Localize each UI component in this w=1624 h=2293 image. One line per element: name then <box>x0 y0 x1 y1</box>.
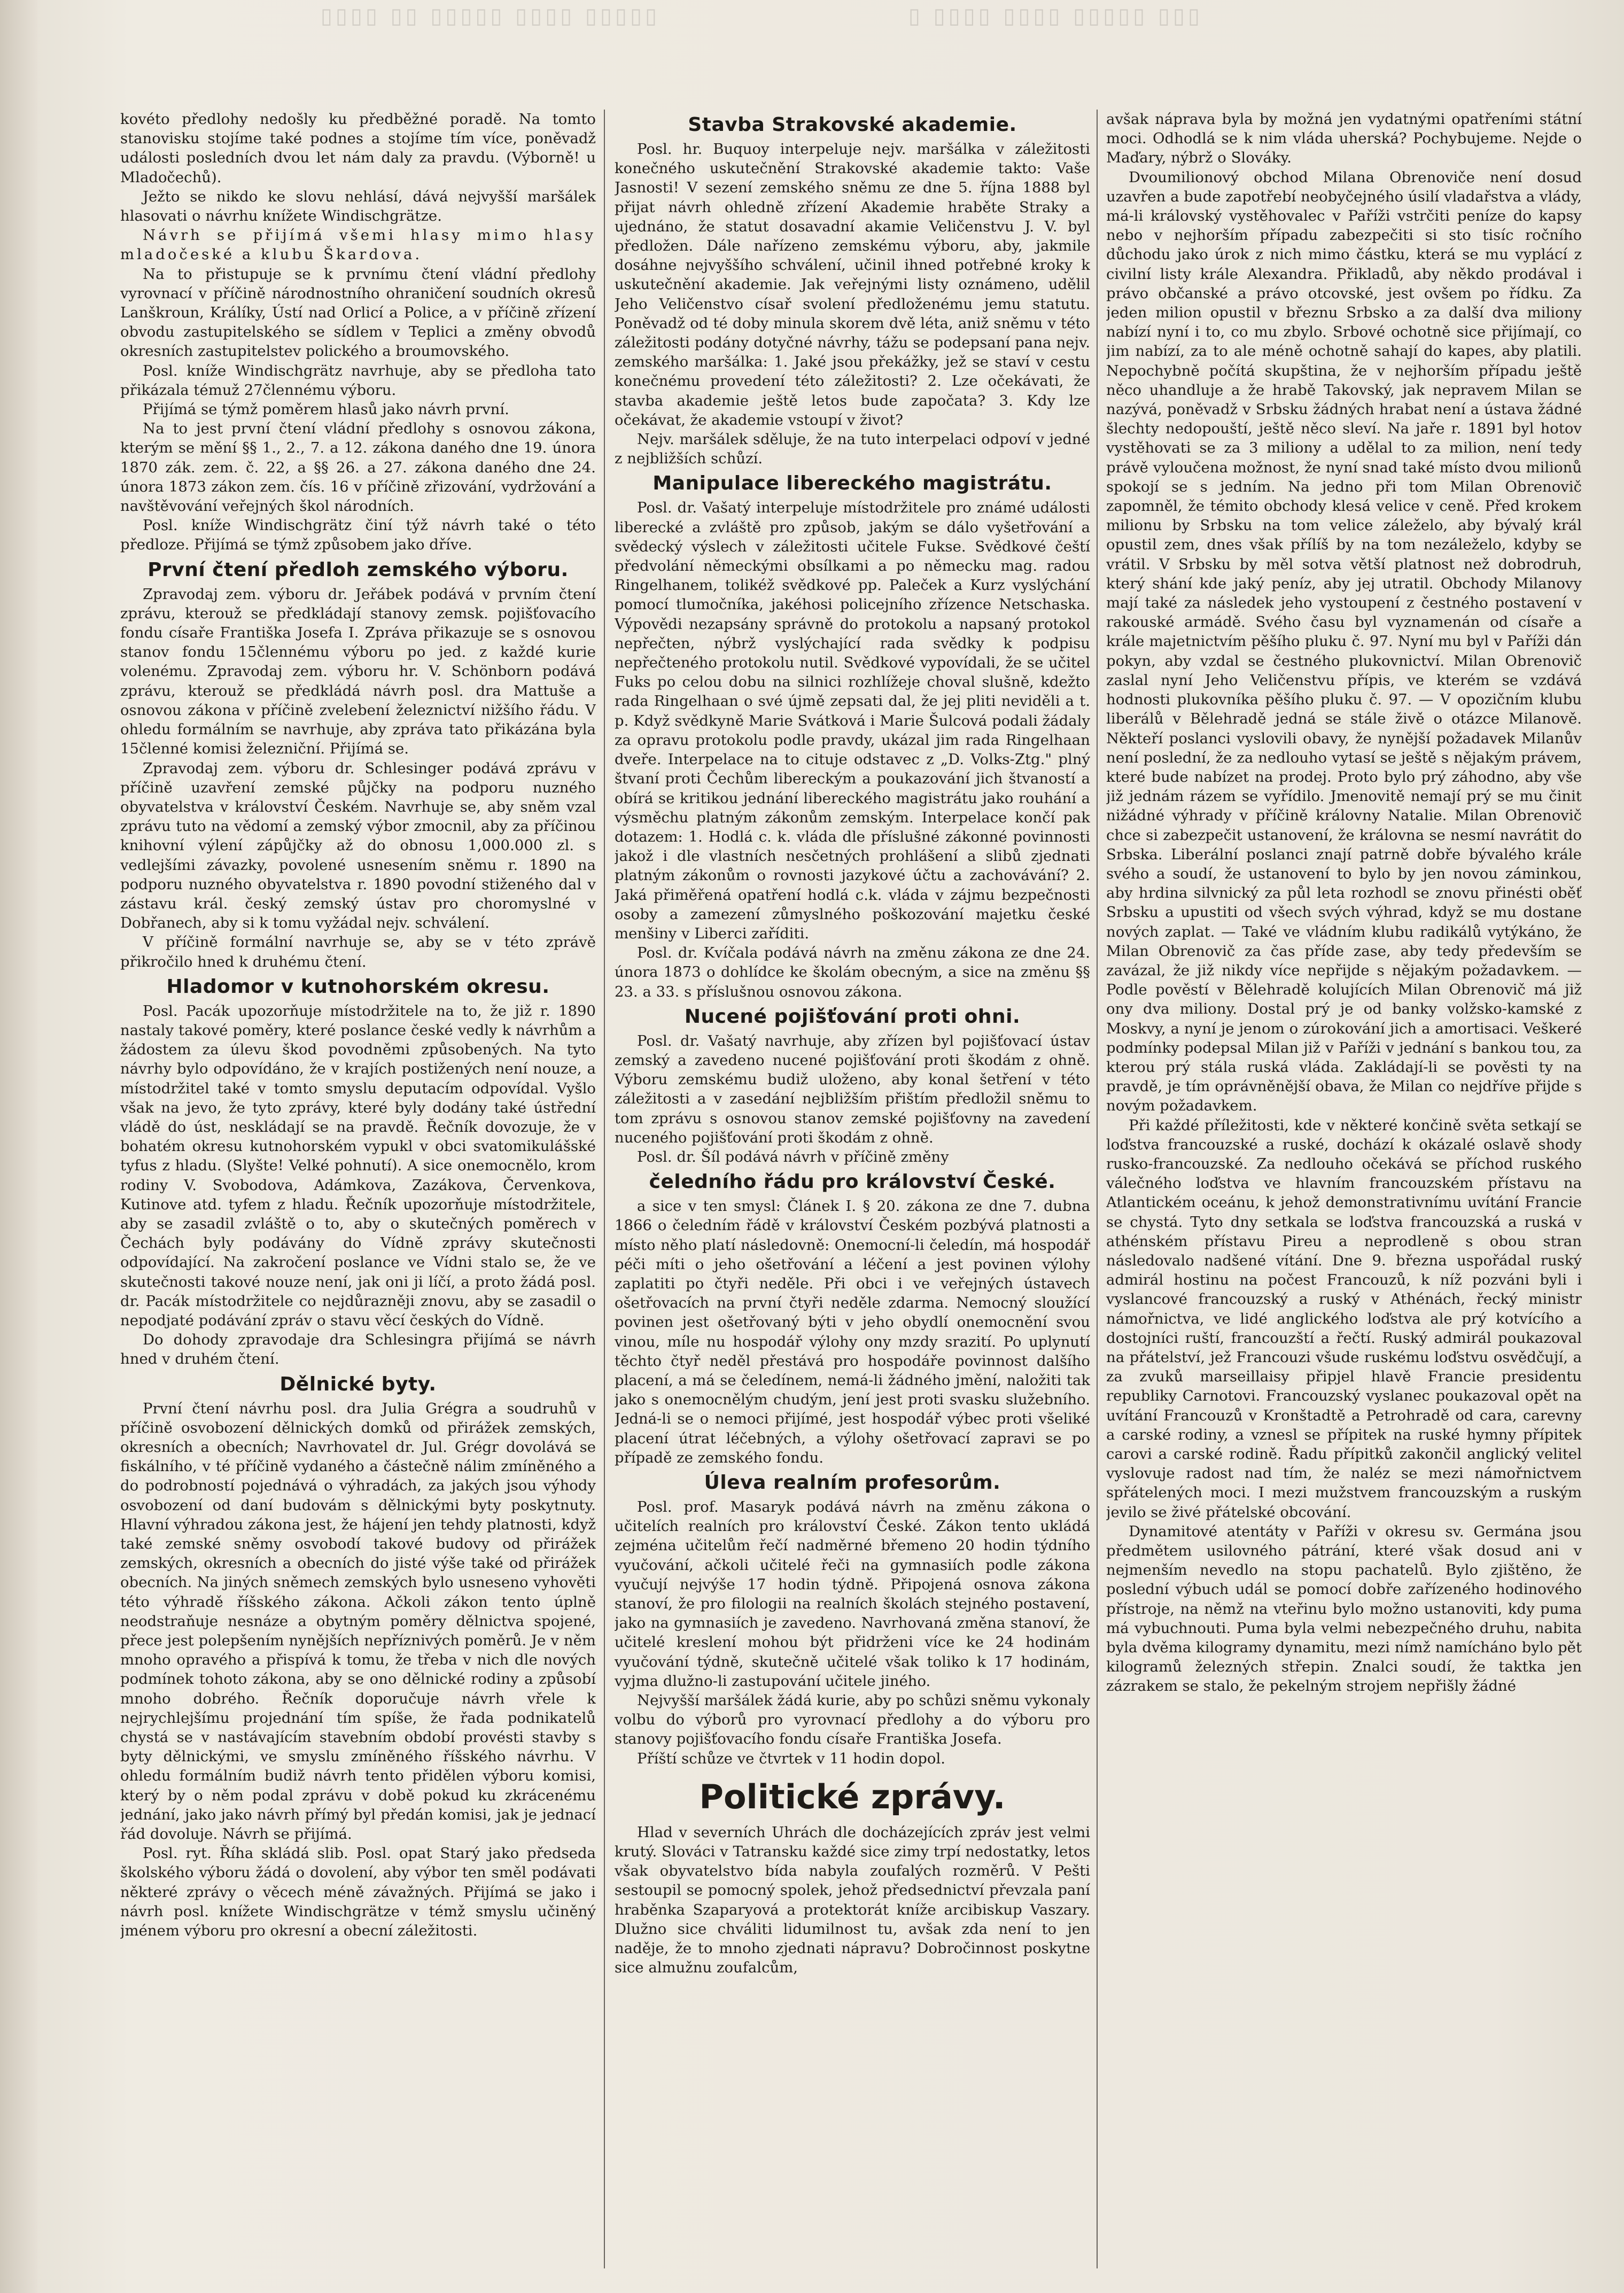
paragraph: Posl. prof. Masaryk podává návrh na změnu zákona o učitelích realních pro království České. Zákon tento ukládá zejména učitelům řečí nadměrné břemeno 20 hodin týdního vyučování, ačkoli učitelé řeči na gymnasiích podle zákona vyučují nejvýše 17 hodin týdně. Připojená osnova zákona stanoví, že pro filologii na realních školách stejného postavení, jako na gymnasiích je zavedeno. Navrhovaná změna stanoví, že učitelé kreslení mohou být přidrženi více ke 24 hodinám vyučování týdně, skutečně učitelé však toliko k 17 hodinám, vyjma dlužno-li zastupování učitele jiného. <box>615 1498 1090 1690</box>
paragraph: Přijímá se týmž poměrem hlasů jako návrh první. <box>143 401 509 418</box>
major-heading: Politické zprávy. <box>699 1777 1006 1816</box>
paragraph: V příčině formální navrhuje se, aby se v této zprávě přikročilo hned k druhému čtení. <box>120 934 596 970</box>
column-rule-1 <box>604 110 605 2268</box>
paragraph: Do dohody zpravodaje dra Schlesingra přijímá se návrh hned v druhém čtení. <box>120 1331 596 1368</box>
bleed-through-text-right: ▯ ▯▯▯▯ ▯▯▯▯ ▯▯▯▯▯ ▯▯▯ <box>908 4 1203 28</box>
bleed-through-text: ▯▯▯▯ ▯▯ ▯▯▯▯▯ ▯▯▯▯ ▯▯▯▯▯ <box>321 4 661 28</box>
paragraph: avšak náprava byla by možná jen vydatnými opatřeními státní moci. Odhodlá se k nim vláda uherská? Pochybujeme. Nejde o Maďary, nýbrž o Slováky. <box>1106 111 1582 167</box>
paragraph: Posl. kníže Windischgrätz činí týž návrh také o této předloze. Přijímá se týmž způsobem jako dříve. <box>120 517 596 554</box>
paragraph: Dynamitové atentáty v Paříži v okresu sv. Germána jsou předmětem usilovného pátrání, které však dosud ani v nejmenším nevedlo na stopu pachatelů. Bylo zjištěno, že poslední výbuch udál se pomocí dobře zařízeného hodinového přístroje, na němž na vteřinu bylo možno ustanoviti, kdy puma má vybuchnouti. Puma byla velmi nebezpečného druhu, nabita byla dvěma kilogramy dynamitu, mezi nímž namícháno bylo pět kilogramů železných střepin. Znalci soudí, že taktka jen zázrakem se stalo, že pekelným strojem nepřišly žádné <box>1106 1522 1582 1695</box>
paragraph: Posl. Pacák upozorňuje místodržitele na to, že již r. 1890 nastaly takové poměry, které poslance české vedly k návrhům a žádostem za úlevu škod povodněmi způsobených. Na tyto návrhy bylo odpovídáno, že v krajích postižených není nouze, a místodržitel také v tomto smyslu deputacím odpovídal. Vyšlo však na jevo, že tyto zprávy, které byly dodány také ústřední vládě do úst, neskládají se na pravdě. Řečník dovozuje, že v bohatém okresu kutnohorském vypukl v obci svatomikulášské tyfus z hladu. (Slyšte! Velké pohnutí). A sice onemocnělo, krom rodiny V. Svobodova, Adámkova, Zazákova, Červenkova, Kutinove atd. tyfem z hladu. Řečník upozorňuje místodržitele, aby se zasadil zvláště o to, aby o skutečných poměrech v Čechách byly podávány do Vídně zprávy skutečnosti odpovídající. Na zakročení poslance ve Vídni stalo se, že ve skutečnosti takové nouze není, jak oni ji líčí, a proto žádá posl. dr. Pacák místodržitele co nejdůrazněji znovu, aby se zasadil o nepodjaté podávání zpráv o stavu věcí českých do Vídně. <box>120 1002 596 1329</box>
paragraph: a sice v ten smysl: Článek I. § 20. zákona ze dne 7. dubna 1866 o čeledním řádě v království Českém pozbývá platnosti a místo něho platí následovně: Onemocní-li čeledín, má hospodář péči míti o jeho ošetřování a léčení a jest povinen výlohy zaplatiti po čtyři neděle. Při obci i ve veřejných ústavech ošetřovacích na první čtyři neděle zdarma. Nemocný sloužící povinen jest ošetřovaný býti v jeho obydlí onemocnění svou vinou, míle nu hospodář výlohy ony mzdy srazití. Po uplynutí těchto čtyř neděl přestává pro hospodáře povinnost dalšího placení, a má se čeledínem, nemá-li žádného jmění, naložiti tak jako s onemocnělým chudým, jení jest proti svasku služebního. Jedná-li se o nemoci přijímé, jest hospodář výbec proti všeliké placení útrat léčebných, a výlohy ošetřovací zapravi se po případě ze zemského fondu. <box>615 1198 1090 1466</box>
column-right <box>1106 110 1582 2271</box>
paragraph: Posl. dr. Vašatý interpeluje místodržitele pro známé události liberecké a zvláště pro způsob, jakým se dálo vyšetřování a svědecký výslech v záležitosti učitele Fukse. Svědkové čeští předvolání německými obsílkami a po německu mag. radou Ringelhanem, tolikéž svědkové pp. Paleček a Kurz vyslýchání pomocí tlumočníka, jakéhosi policejního zřízence Netschaska. Výpovědi nezapsány správně do protokolu a napsaný protokol nepřečten, nýbrž vyslýchající rada svědky k podpisu nepřečteného protokolu nutil. Svědkové vypovídali, že se učitel Fuks po celou dobu na silnici rozhlížeje choval slušně, kdežto rada Ringelhaan o své újmě zepsati dal, že jej pliti neviděli a t. p. Když svědkyně Marie Svátková i Marie Šulcová podali žádaly za opravu protokolu podle pravdy, ukázal jim rada Ringelhaan dveře. Interpelace na to cituje odstavec z „D. Volks-Ztg." plný štvaní proti Čechům libereckým a poukazování jich štvaností a obírá se kritikou jednání libereckého magistrátu jako rouhání a výsměchu platným zákonům zemským. Interpelace končí pak dotazem: 1. Hodlá c. k. vláda dle příslušné zákonné povinnosti jakož i dle vlastních nesčetných prohlášení a slibů zjednati platným zákonům o rovnosti jazykové účtu a zachovávání? 2. Jaká přiměřená opatření hodlá c.k. vláda v zájmu bezpečnosti osoby a zamezení zůmyslného poškozování majetku české menšiny v Liberci zaříditi. <box>615 499 1090 942</box>
paragraph: Na to přistupuje se k prvnímu čtení vládní předlohy vyrovnací v příčině národnostního ohraničení soudních okresů Lanškroun, Králíky, Ústí nad Orlicí a Police, a v příčině zřízení obvodu zastupitelského se sídlem v Teplici a změny obvodů okresních zastupitelstev polického a broumovského. <box>120 265 596 360</box>
paragraph: Posl. kníže Windischgrätz navrhuje, aby se předloha tato přikázala témuž 27člennému výboru. <box>120 362 596 399</box>
paragraph: Posl. dr. Šíl podává návrh v příčině změny <box>637 1148 949 1165</box>
paragraph: Posl. ryt. Říha skládá slib. Posl. opat Starý jako předseda školského výboru žádá o dovolení, aby výbor ten směl podávati některé zprávy o věcech méně závažných. Přijímá se jako i návrh posl. knížete Windischgrätze v témž smyslu učiněný jménem výboru pro okresní a obecní záležitosti. <box>120 1845 596 1940</box>
page-edge-shadow <box>0 0 37 2293</box>
section-heading: První čtení předloh zemského výboru. <box>147 558 569 581</box>
section-heading: Hladomor v kutnohorském okresu. <box>166 975 550 998</box>
section-heading: Manipulace libereckého magistrátu. <box>652 472 1052 495</box>
paragraph: Hlad v severních Uhrách dle docházejících zpráv jest velmi krutý. Slováci v Tatransku každé sice zimy trpí nedostatky, letos však obyvatelstvo bída nabyla zoufalých rozměrů. V Pešti sestoupil se pomocný spolek, jehož předsednictví převzala paní hraběnka Szaparyová a protektorát kníže arcibiskup Vaszary. Dlužno sice chváliti lidumilnost tu, avšak zda není to jen naděje, že to mnoho zjednati nápravu? Dobročinnost poskytne sice almužnu zoufalcům, <box>615 1823 1090 1977</box>
paragraph: Dvoumilionový obchod Milana Obrenoviče není dosud uzavřen a bude zapotřebí neobyčejného úsilí vladařstva a vlády, má-li královský vystěhovalec v Paříži vstrčiti peníze do kapsy nebo v nejhorším případu zabezpečiti si sto tisíc ročního důchodu jako úrok z nich mimo částku, která se mu vyplácí z civilní listy krále Alexandra. Přikladů, aby někdo prodával i právo občanské a právo otcovské, jest ovšem po řídku. Za jeden milion opustil v březnu Srbsko a za další dva miliony nabízí nyní i to, co mu zbylo. Srbové ochotně sice přijímají, co jim nabízí, za to ale méně ochotně sahají do kapes, aby platili. Nepochybně počítá skupština, že v nejhorším případu ještě něco uhandluje a že hrabě Takovský, jak nepravem Milan se nazývá, poněvadž v Srbsku žádných hrabat není a ústava žádné šlechty nedopouští, ještě něco sleví. Na jaře r. 1891 byl hotov vystěhovati se za 3 miliony a udělal to za milion, není tedy právě vyloučena možnost, že nyní snad také místo dvou milionů spokojí se s jedním. Na jedno při tom Milan Obrenovič zapomněl, že témito obchody klesá velice v ceně. Před krokem milionu by Srbsku na tom velice záleželo, aby bývalý král opustil zem, dnes však přílíš by na tom nezáleželo, kdyby se vrátil. V Srbsku by měl sotva větší platnost než dobrodruh, který shání kde jaký peníz, aby jej utratil. Obchody Milanovy mají také za následek jeho vystoupení z čestného postavení v rakouské armádě. Svého času byl vyznamenán od císaře a krále majetnictvím pěšího pluku č. 97. Nyní mu byl v Paříži dán pokyn, aby vzdal se čestného plukovnictví. Milan Obrenovič zaslal nyní Jeho Veličenstvu přípis, ve kterém se vzdává hodnosti plukovníka pěšího pluku č. 97. — V opozičním klubu liberálů v Bělehradě jedná se stále živě o otázce Milanově. Někteří poslanci vyslovili obavy, že nynější požadavek Milanův není poslední, že za nedlouho vytasí se ještě s nějakým právem, které bude nabízet na prodej. Proto bylo prý záhodno, aby vše již jednám rázem se vyřídilo. Jmenovitě nemají prý se mu činit nižádné výhrady v příčině královny Natalie. Milan Obrenovič chce si zabezpečit ustanovení, že královna se nesmí navrátit do Srbska. Liberální poslanci znají patrně dobře bývalého krále svého a soudí, že ustanovení to bylo by jen novou záminkou, aby hrdina silvnický za půl leta rozhodl se znovu přinésti oběť Srbsku a upustiti od všech svých výhrad, když se mu dostane nových zaplat. — Také ve vládním klubu radikálů vytýkáno, že Milan Obrenovič za čas příde zase, aby tedy především se zavázal, že již nikdy více nepřijde s nějakým požadavkem. — Podle pověstí v Bělehradě kolujících Milan Obrenovič má již ony dva miliony. Dostal prý je od banky volžsko-kamské z Moskvy, a nyní je jenom o zúrokování jich a amortisaci. Veškeré podmínky podepsal Milan již v Paříži v jednání s bankou tou, za kterou prý stála ruská vláda. Zakládají-li se pověsti ty na pravdě, je tím oprávněnější obava, že Milan co nejdříve přijde s novým požadavkem. <box>1106 168 1582 1115</box>
column-rule-2 <box>1097 110 1098 2268</box>
paragraph: Posl. dr. Vašatý navrhuje, aby zřízen byl pojišťovací ústav zemský a zavedeno nucené pojišťování proti škodám z ohně. Výboru zemskému budiž uloženo, aby konal šetření v této záležitosti a v zasedání nejbližším přištím předložil sněmu to tom zprávu s osnovou stanov zemské pojišťovny na zavedení nuceného pojišťování proti škodám z ohně. <box>615 1032 1090 1146</box>
paragraph: Návrh se přijímá všemi hlasy mimo hlasy mladočeské a klubu Škardova. <box>120 227 596 263</box>
paragraph: Nejv. maršálek sděluje, že na tuto interpelaci odpoví v jedné z nejbližších schůzí. <box>615 431 1090 468</box>
paragraph: Posl. hr. Buquoy interpeluje nejv. maršálka v záležitosti konečného uskutečnění Strakovské akademie takto: Vaše Jasnosti! V sezení zemského sněmu ze dne 5. října 1888 byl přijat návrh ohledně zřízení Akademie hraběte Straky a ujednáno, že statut dosavadní akamie Veličenstvu J. V. byl předložen. Dále nařízeno zemskému výboru, aby, jakmile dosáhne nejvyššího schválení, učinil ihned potřebné kroky k uskutečnění akademie. Jak veřejnými listy oznámeno, udělil Jeho Veličenstvo císař svolení předloženému jemu statutu. Poněvadž od té doby minula skorem dvě léta, aniž sněmu v této záležitosti podány dotyčné návrhy, tážu se podepsaní pana nejv. zemského maršálka: 1. Jaké jsou překážky, jež se staví v cestu konečnému provedení této záležitosti? 2. Lze očekávati, že stavba akademie ještě letos bude započata? 3. Kdy lze očekávat, že akademie vstoupí v život? <box>615 141 1090 429</box>
paragraph: První čtení návrhu posl. dra Julia Grégra a soudruhů v příčině osvobození dělnických domků od přirážek zemských, okresních a obecních; Navrhovatel dr. Jul. Grégr dovolává se fiskálního, v té příčině vydaného a částečně nálim zmíněného a do podrobností pojednává o výhradách, za jakých jsou výhody osvobození od daní budovám s dělnickými byty poskytnuty. Hlavní výhradou zákona jest, že hájení jen tehdy platnosti, když také zemské sněmy osvobodí takové budovy od přirážek zemských, okresních a obecních do jisté výše také od přirážek obecních. Na jiných sněmech zemských bylo usneseno vyhověti této výhradě říšského zákona. Ačkoli zákon tento úplně neodstraňuje nesnáze a obytným poměry dělnictva spojené, přece jest polepšením nynějších nepříznivých poměrů. Je v něm mnoho opravého a přispívá k tomu, že třeba v nich dle nových podmínek tohoto zákona, aby se ono dělnické rodiny a způsobí mnoho dobrého. Řečník doporučuje návrh vřele k nejrychlejšímu projednání tím spíše, že řada podnikatelů chystá se v nastávajícím stavebním období provésti stavby s byty dělnickými, ve smyslu zmíněného říšského návrhu. V ohledu formálním budiž návrh tento přidělen výboru komisi, který by o něm podal zprávu v době pokud ku zkrácenému jednání, jako jako návrh přímý byl předán komisi, jak je jednací řád dovoluje. Návrh se přijímá. <box>120 1400 596 1843</box>
column-left <box>120 110 596 2271</box>
paragraph: Při každé příležitosti, kde v některé končině světa setkají se loďstva francouzské a ruské, dochází k okázalé oslavě shody rusko-francouzské. Za nedlouho očekává se příchod ruského válečného loďstva ve hlavním francouzském přístavu na Atlantickém oceánu, k jehož demonstrativnímu uvítání Francie se chystá. Tyto dny setkala se loďstva francouzská a ruská v athénském přístavu Pireu a neprodleně s obou stran následovalo nadšené vítání. Dne 9. března uspořádal ruský admirál hostinu na počest Francouzů, k níž pozváni byli i vyslancové francouzský a ruský v Athénách, řecký ministr námořnictva, ve lidé anglického loďstva ale prý kotvícího a dostojníci ruští, francouzští a řečtí. Ruský admirál poukazoval na přátelství, jež Francouzi všude ruskému loďstvu osvědčují, a za zvuků marseillaisy připjel hlavě Francie presidentu republiky Carnotovi. Francouzský vyslanec poukazoval opět na uvítání Francouzů v Kronštadtě a Petrohradě od cara, carevny a carské rodiny, a vznesl se přípitek na ruské hymny přípitek carovi a carské rodině. Řadu přípitků zakončil anglický velitel vyslovuje radost nad tím, že naléz se mezi námořnictvem spřátelených moci. I mezi mužstvem francouzským a ruským jevilo se živé přátelské obcování. <box>1106 1116 1582 1521</box>
section-heading: čeledního řádu pro království České. <box>649 1171 1056 1193</box>
paragraph: kovéto předlohy nedošly ku předběžné poradě. Na tomto stanovisku stojíme také podnes a stojíme tím více, poněvadž události posledních dvou let nám daly za pravdu. (Výborně! u Mladočechů). <box>120 111 596 186</box>
paragraph: Zpravodaj zem. výboru dr. Schlesinger podává zprávu v příčině uzavření zemské půjčky na podporu nuzného obyvatelstva v království Českém. Navrhuje se, aby sněm vzal zprávu tuto na vědomí a zemský výbor zmocnil, aby za příčinou knihovní výlení zápůjčky až do obnosu 1,000.000 zl. s vedlejšími závazky, povolené usnesením sněmu r. 1890 na podporu nuzného obyvatelstva r. 1890 povodní stiženého dal v zástavu král. český zemský ústav pro choromyslné v Dobřanech, aby si k tomu vyžádal nejv. schválení. <box>120 759 596 932</box>
paragraph: Na to jest první čtení vládní předlohy s osnovou zákona, kterým se mění §§ 1., 2., 7. a 12. zákona daného dne 19. února 1870 zák. zem. č. 22, a §§ 26. a 27. zákona daného dne 24. února 1873 zákon zem. čís. 16 v příčině zřizování, vydržování a navštěvování veřejných škol národních. <box>120 420 596 515</box>
paragraph: Posl. dr. Kvíčala podává návrh na změnu zákona ze dne 24. února 1873 o dohlídce ke školám obecným, a sice na změnu §§ 23. a 33. s příslušnou osnovou zákona. <box>615 944 1090 1000</box>
paragraph: Nejvyšší maršálek žádá kurie, aby po schůzi sněmu vykonaly volbu do výborů pro vyrovnací předlohy a do výboru pro stanovy pojišťovacího fondu císaře Františka Josefa. <box>615 1692 1090 1748</box>
section-heading: Stavba Strakovské akademie. <box>688 114 1017 136</box>
paragraph: Příští schůze ve čtvrtek v 11 hodin dopol. <box>637 1750 945 1767</box>
paragraph: Ježto se nikdo ke slovu nehlásí, dává nejvyšší maršálek hlasovati o návrhu knížete Windischgrätze. <box>120 188 596 225</box>
section-heading: Nucené pojišťování proti ohni. <box>684 1005 1021 1028</box>
section-heading: Dělnické byty. <box>279 1373 437 1395</box>
paragraph: Zpravodaj zem. výboru dr. Jeřábek podává v prvním čtení zprávu, kterouž se předkládají stanovy zemsk. pojišťovacího fondu císaře Františka Josefa I. Zpráva přikazuje se s osnovou stanov fondu 15člennému výboru po jed. z každé kurie volenému. Zpravodaj zem. výboru hr. V. Schönborn podává zprávu, kterouž se předkládá návrh posl. dra Mattuše a osnovou zákona v příčině zvelebení železnictví nižšího řádu. V ohledu formálním se navrhuje, aby zpráva tato přikázána byla 15členné komisi železniční. Přijímá se. <box>120 585 596 758</box>
section-heading: Úleva realním profesorům. <box>704 1472 1001 1494</box>
column-middle <box>615 110 1090 2271</box>
